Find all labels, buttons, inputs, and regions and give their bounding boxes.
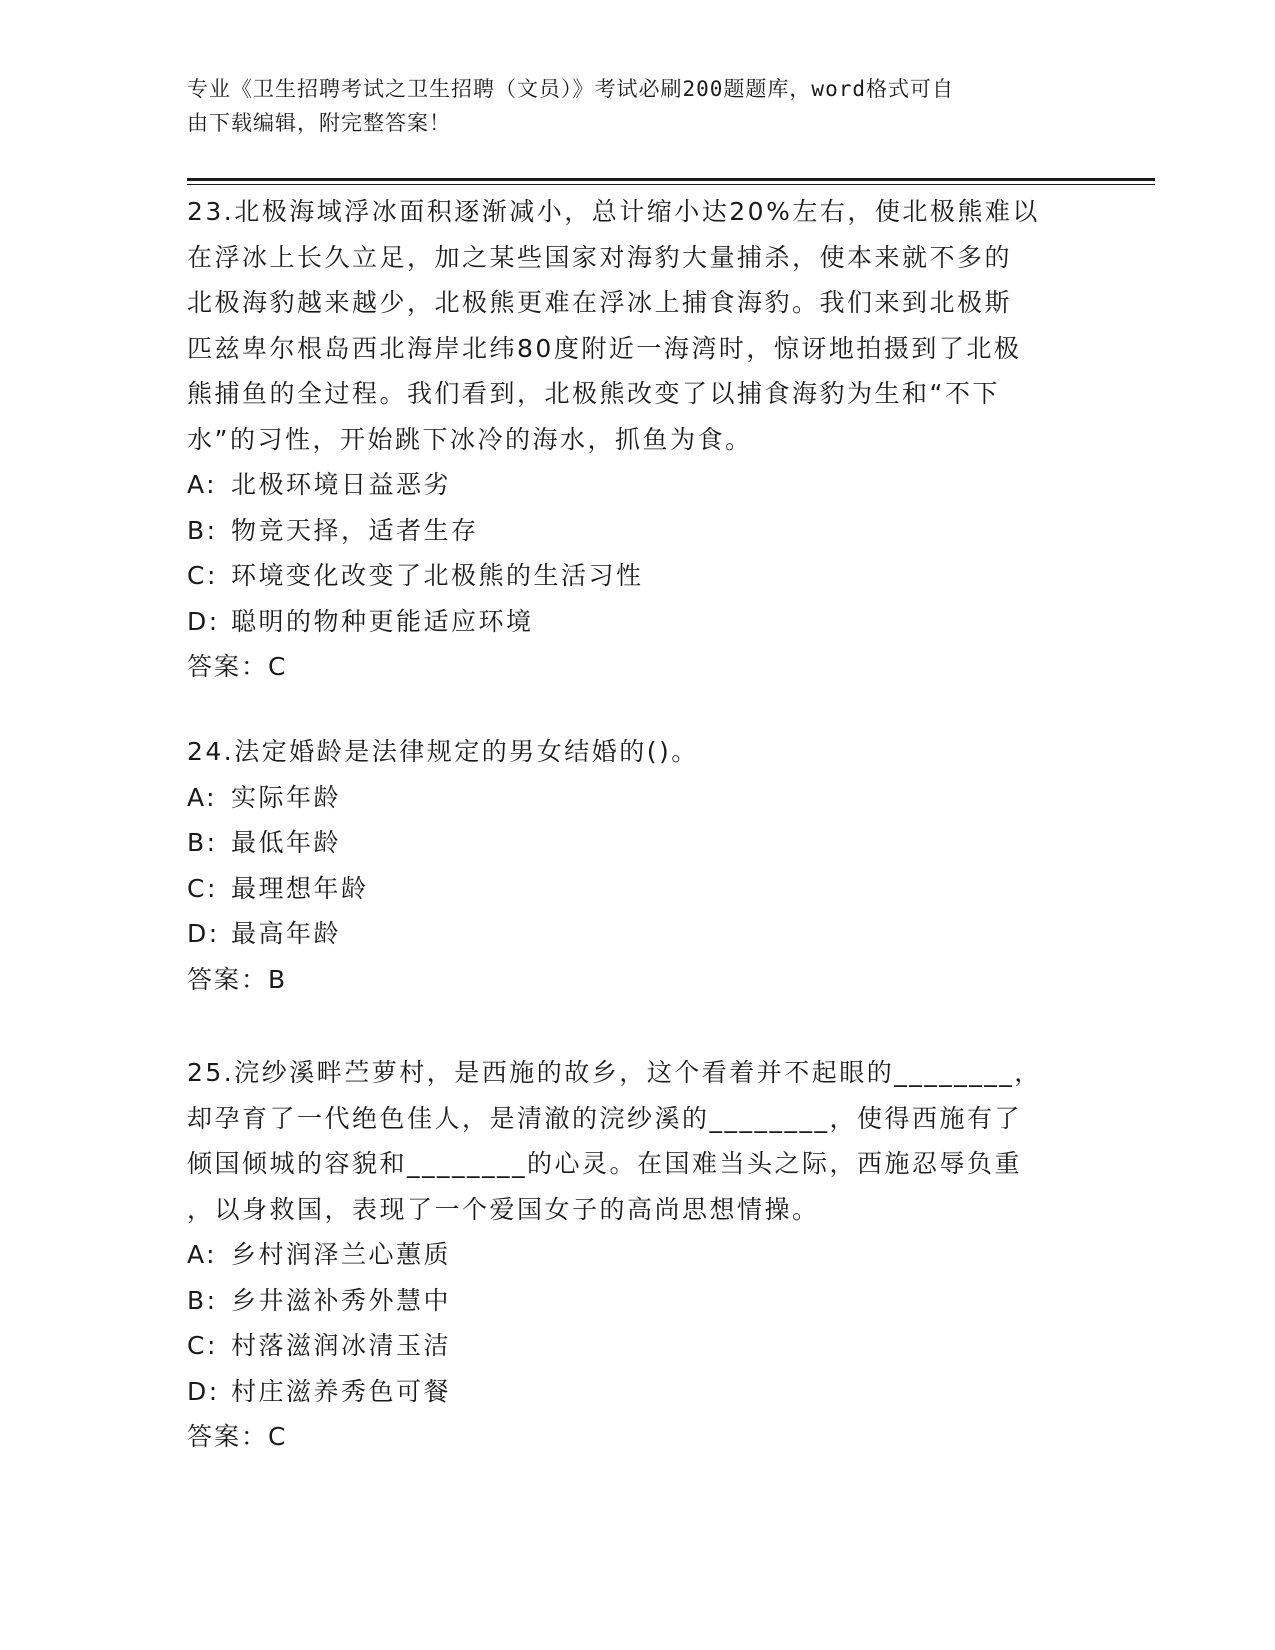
- option-text: 村落滋润冰清玉洁: [231, 1331, 452, 1360]
- stem-line: 匹兹卑尔根岛西北海岸北纬80度附近一海湾时，惊讶地拍摄到了北极: [187, 333, 1022, 363]
- stem-line: 却孕育了一代绝色佳人，是清澈的浣纱溪的________，使得西施有了: [187, 1103, 1023, 1133]
- option-b: [187, 1278, 1077, 1324]
- option-c: [187, 1323, 1077, 1369]
- stem-line: 倾国倾城的容貌和________的心灵。在国难当头之际，西施忍辱负重: [187, 1149, 1023, 1178]
- header-line-1: 专业《卫生招聘考试之卫生招聘（文员）》考试必刷200题题库，word格式可自: [187, 77, 954, 101]
- question-24: [187, 729, 1077, 1002]
- stem-line: 水”的习性，开始跳下冰冷的海水，抓鱼为食。: [187, 424, 753, 454]
- option-text: 乡井滋补秀外慧中: [231, 1285, 452, 1315]
- option-letter: A:: [187, 1240, 218, 1269]
- option-text: 村庄滋养秀色可餐: [231, 1376, 452, 1406]
- option-text: 乡村润泽兰心蕙质: [231, 1240, 452, 1269]
- header-divider-thin: [187, 184, 1155, 185]
- option-letter: B:: [187, 828, 218, 857]
- stem-line: 北极海豹越来越少，北极熊更难在浮冰上捕食海豹。我们来到北极斯: [187, 288, 1013, 317]
- option-letter: C:: [187, 873, 218, 903]
- answer-line: 答案：C: [187, 652, 288, 681]
- question-stem: [187, 1050, 1077, 1232]
- option-letter: D:: [187, 606, 220, 636]
- option-d: [187, 599, 1077, 645]
- stem-line: 23.北极海域浮冰面积逐渐减小，总计缩小达20%左右，使北极熊难以: [187, 197, 1040, 226]
- option-text: 环境变化改变了北极熊的生活习性: [231, 561, 644, 590]
- stem-line: 25.浣纱溪畔苎萝村，是西施的故乡，这个看着并不起眼的________，: [187, 1058, 1042, 1087]
- header-divider-thick: [187, 178, 1155, 181]
- option-a: [187, 1232, 1077, 1278]
- option-text: 最高年龄: [231, 919, 342, 948]
- option-d: [187, 911, 1077, 957]
- answer-line: 答案：B: [187, 964, 288, 994]
- option-text: 北极环境日益恶劣: [231, 470, 452, 499]
- question-stem: [187, 189, 1077, 462]
- option-letter: B:: [187, 1285, 218, 1315]
- stem-line: 在浮冰上长久立足，加之某些国家对海豹大量捕杀，使本来就不多的: [187, 242, 1013, 272]
- option-text: 物竞天择，适者生存: [231, 515, 479, 545]
- option-c: [187, 553, 1077, 599]
- option-letter: D:: [187, 919, 220, 948]
- option-text: 聪明的物种更能适应环境: [231, 606, 534, 636]
- option-b: [187, 508, 1077, 554]
- answer-line: 答案：C: [187, 1422, 288, 1451]
- document-header: [187, 72, 1067, 140]
- option-letter: C:: [187, 561, 218, 590]
- stem-line: 熊捕鱼的全过程。我们看到，北极熊改变了以捕食海豹为生和“不下: [187, 379, 1000, 408]
- stem-line: ，以身救国，表现了一个爱国女子的高尚思想情操。: [187, 1194, 820, 1224]
- option-a: [187, 462, 1077, 508]
- option-c: [187, 866, 1077, 912]
- option-letter: A:: [187, 782, 218, 812]
- option-d: [187, 1369, 1077, 1415]
- option-a: [187, 775, 1077, 821]
- option-letter: C:: [187, 1331, 218, 1360]
- option-text: 实际年龄: [231, 782, 342, 812]
- option-b: [187, 820, 1077, 866]
- option-text: 最理想年龄: [231, 873, 369, 903]
- question-23: [187, 189, 1077, 690]
- question-stem: [187, 729, 1077, 775]
- option-text: 最低年龄: [231, 828, 342, 857]
- stem-line: 24.法定婚龄是法律规定的男女结婚的()。: [187, 737, 699, 766]
- option-letter: B:: [187, 515, 218, 545]
- option-letter: A:: [187, 470, 218, 499]
- header-line-2: 由下载编辑，附完整答案！: [187, 111, 451, 135]
- option-letter: D:: [187, 1376, 220, 1406]
- question-25: [187, 1050, 1077, 1460]
